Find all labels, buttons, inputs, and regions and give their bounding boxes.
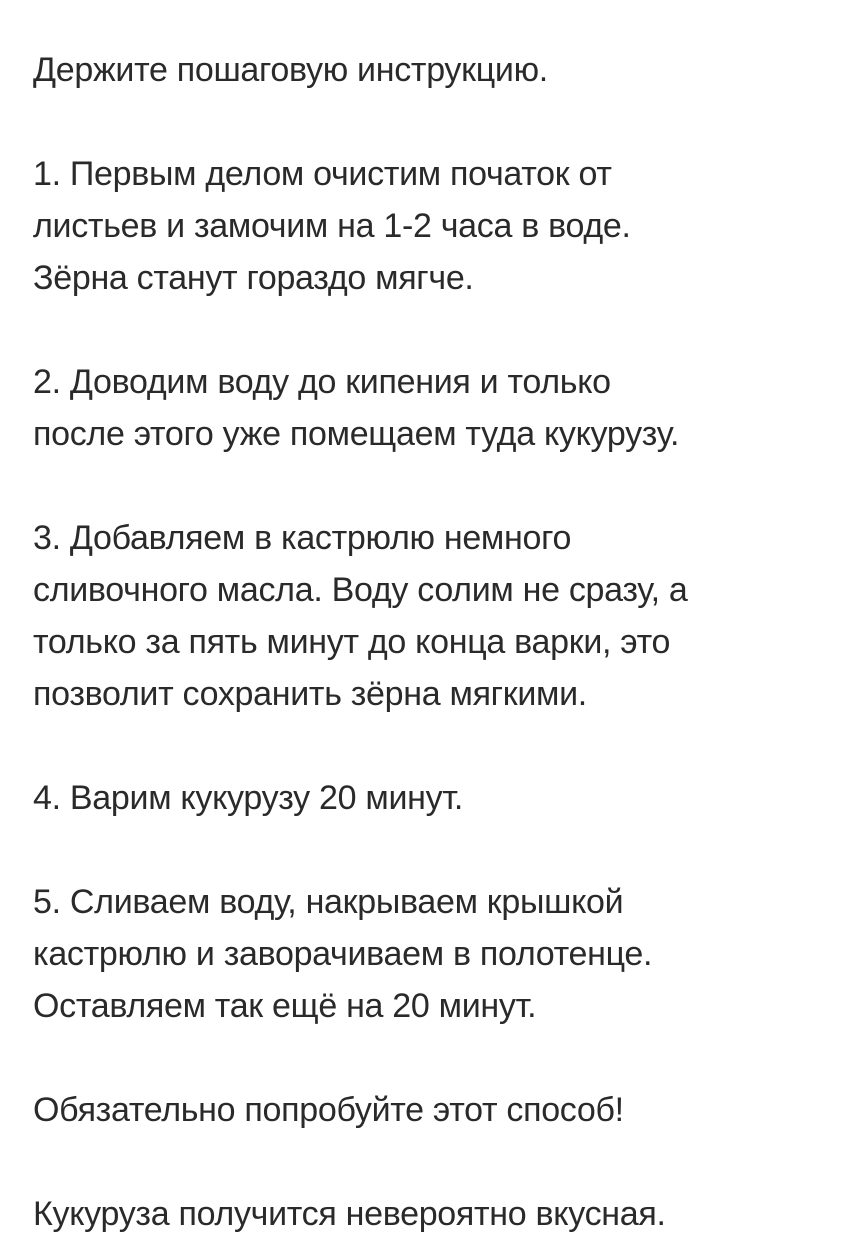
step-2 — [33, 356, 843, 460]
step-2-line-1: 2. Доводим воду до кипения и только — [33, 363, 611, 401]
step-3 — [33, 512, 843, 720]
closing-line-2: Кукуруза получится невероятно вкусная. — [33, 1195, 666, 1233]
post-text — [33, 44, 843, 1240]
step-1-line-3: Зёрна станут гораздо мягче. — [33, 259, 474, 297]
step-3-line-3: только за пять минут до конца варки, это — [33, 623, 671, 661]
step-2-line-2: после этого уже помещаем туда кукурузу. — [33, 415, 680, 453]
closing-line-1: Обязательно попробуйте этот способ! — [33, 1091, 624, 1129]
intro-paragraph — [33, 44, 843, 96]
step-1 — [33, 148, 843, 304]
step-4-line-1: 4. Варим кукурузу 20 минут. — [33, 779, 463, 817]
step-1-line-1: 1. Первым делом очистим початок от — [33, 155, 612, 193]
closing-paragraph-1 — [33, 1084, 843, 1136]
step-4 — [33, 772, 843, 824]
step-5-line-3: Оставляем так ещё на 20 минут. — [33, 987, 537, 1025]
step-5-line-1: 5. Сливаем воду, накрываем крышкой — [33, 883, 624, 921]
step-1-line-2: листьев и замочим на 1-2 часа в воде. — [33, 207, 631, 245]
step-3-line-2: сливочного масла. Воду солим не сразу, а — [33, 571, 688, 609]
step-5 — [33, 876, 843, 1032]
closing-paragraph-2 — [33, 1188, 843, 1240]
step-3-line-4: позволит сохранить зёрна мягкими. — [33, 675, 587, 713]
intro-text: Держите пошаговую инструкцию. — [33, 51, 548, 89]
step-5-line-2: кастрюлю и заворачиваем в полотенце. — [33, 935, 653, 973]
step-3-line-1: 3. Добавляем в кастрюлю немного — [33, 519, 572, 557]
